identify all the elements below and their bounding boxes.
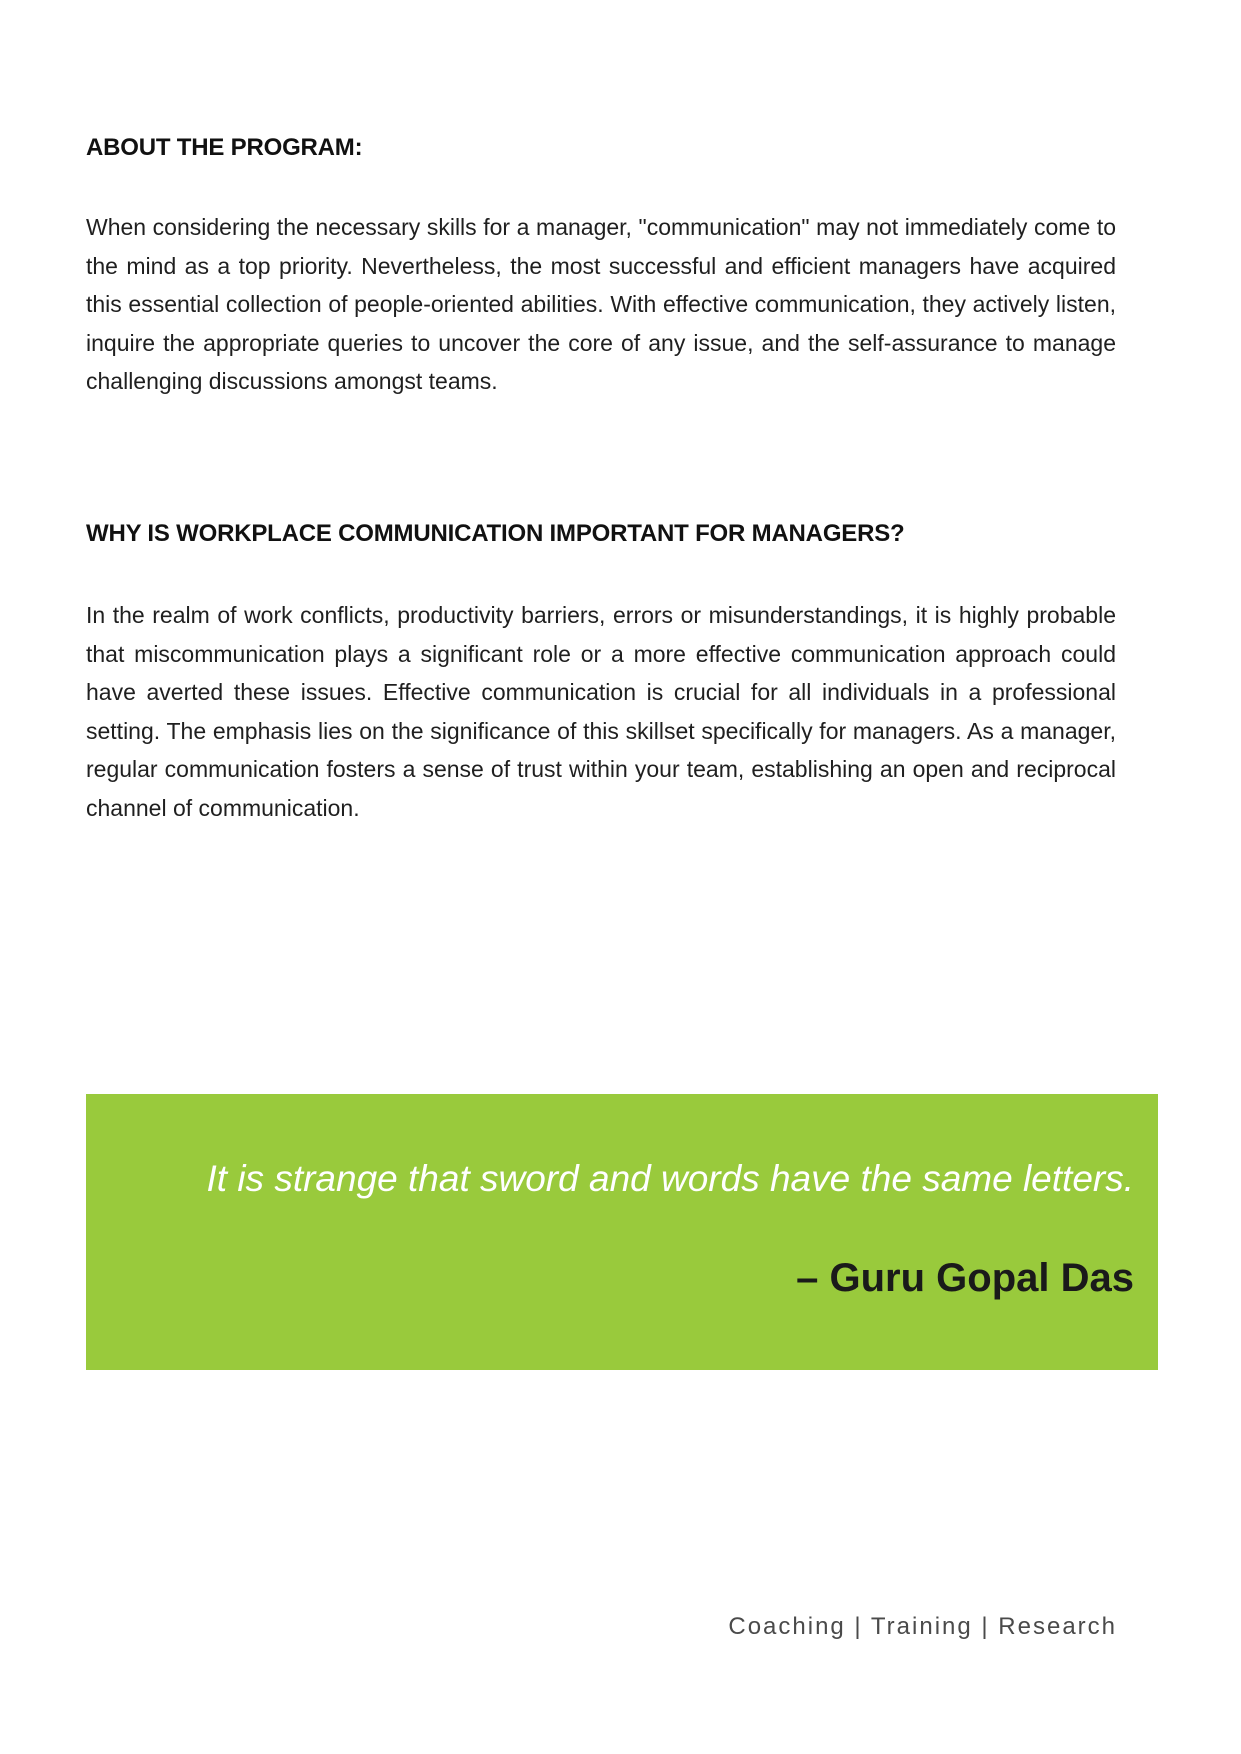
about-program-paragraph: When considering the necessary skills for a manager, "communication" may not immediately come to the mind as a top priority. Nevertheless, the most successful and efficient managers have acquired this essential collection of people-oriented abilities. With effective communication, they actively listen, inquire the appropriate queries to uncover the core of any issue, and the self-assurance to manage challenging discussions amongst teams. — [86, 214, 1116, 395]
footer-tagline: Coaching | Training | Research — [728, 1613, 1117, 1640]
quote-banner — [86, 1094, 1158, 1370]
quote-author: – Guru Gopal Das — [796, 1256, 1134, 1300]
why-communication-paragraph: In the realm of work conflicts, productivity barriers, errors or misunderstandings, it is highly probable that miscommunication plays a significant role or a more effective communication approach could have averted these issues. Effective communication is crucial for all individuals in a professional setting. The emphasis lies on the significance of this skillset specifically for managers. As a manager, regular communication fosters a sense of trust within your team, establishing an open and reciprocal channel of communication. — [86, 602, 1116, 821]
about-program-heading: ABOUT THE PROGRAM: — [86, 134, 363, 161]
why-communication-heading: WHY IS WORKPLACE COMMUNICATION IMPORTANT FOR MANAGERS? — [86, 520, 905, 547]
quote-text: It is strange that sword and words have the same letters. — [206, 1158, 1134, 1199]
